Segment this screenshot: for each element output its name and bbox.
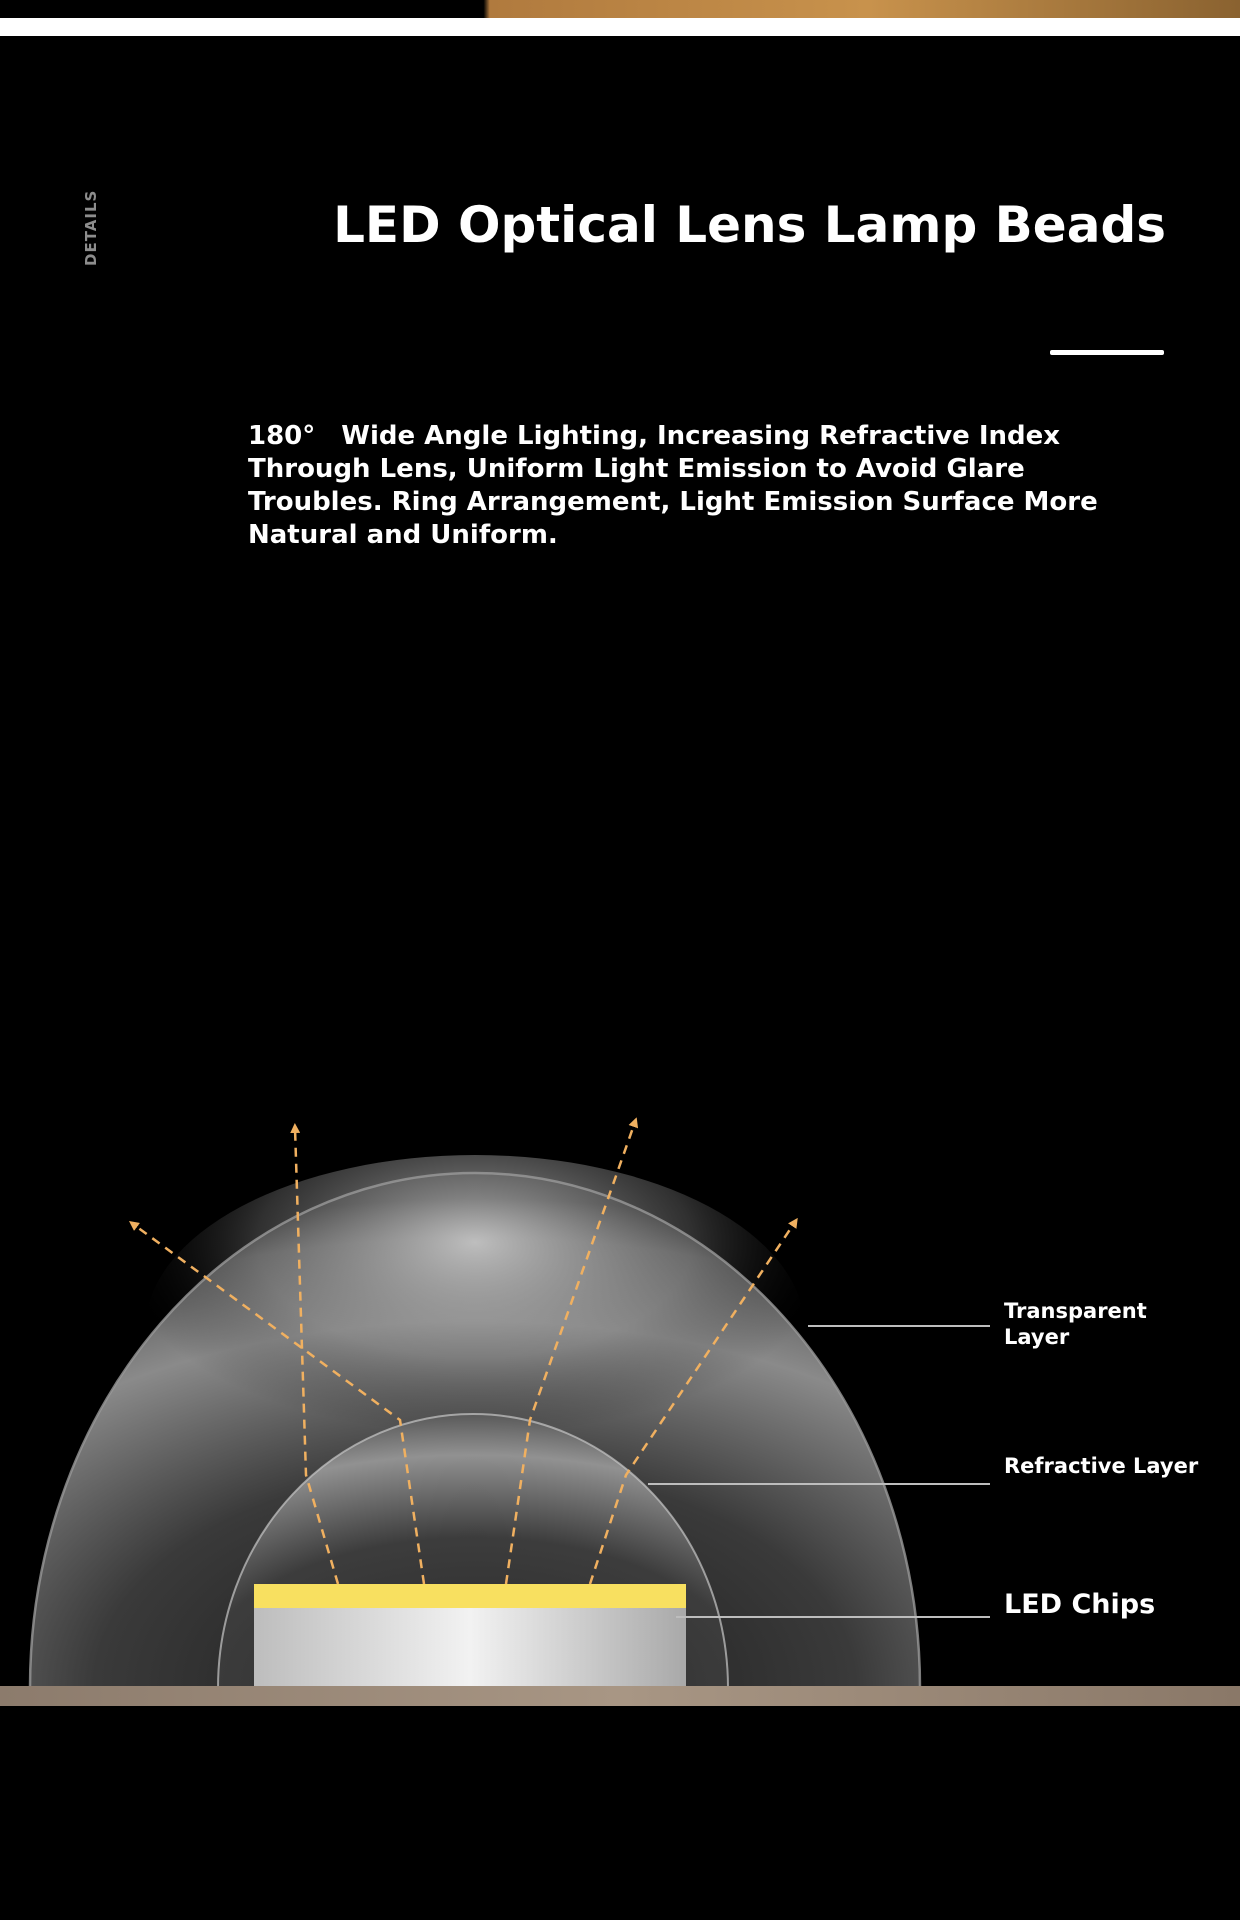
title-underline [1050, 350, 1164, 355]
led-chip-emitter [254, 1584, 686, 1608]
base-plate [0, 1686, 1240, 1706]
led-chips-label: LED Chips [1004, 1589, 1156, 1620]
refractive-layer-label: Refractive Layer [1004, 1454, 1199, 1478]
led-chip-body [254, 1606, 686, 1688]
details-side-label [82, 190, 102, 266]
details-side-label-text: DETAILS [82, 189, 100, 266]
top-white-stripe [0, 18, 1240, 36]
transparent-layer-label: Transparent Layer [1004, 1299, 1147, 1349]
page-title: LED Optical Lens Lamp Beads [333, 196, 1166, 254]
feature-description: 180° Wide Angle Lighting, Increasing Refractive Index Through Lens, Uniform Light Emission to Avoid Glare Troubles. Ring Arrangement, Light Emission Surface More Natural and Uniform. [248, 421, 1098, 550]
